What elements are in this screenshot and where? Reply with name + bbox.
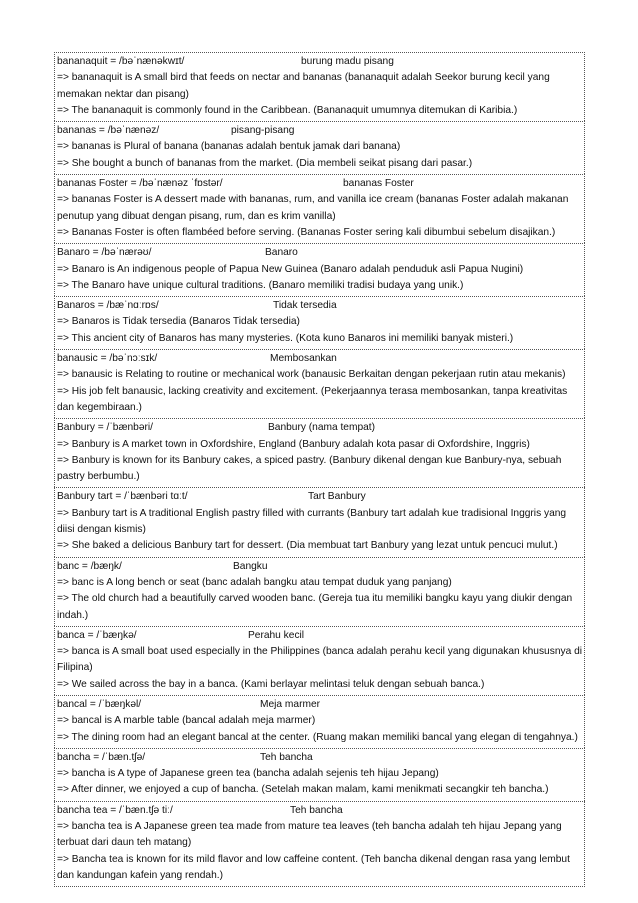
entry-translation: Membosankan <box>270 353 337 365</box>
entry-bananas <box>54 121 585 174</box>
entry-example: => After dinner, we enjoyed a cup of bancha. (Setelah makan malam, kami menikmati secangkir teh bancha.) <box>57 784 549 796</box>
entry-translation: Banaro <box>265 247 298 259</box>
entry-definition: => banausic is Relating to routine or mechanical work (banausic Berkaitan dengan pekerjaan rutin atau mekanis) <box>57 369 566 381</box>
entry-banaro <box>54 243 585 296</box>
entry-term: banc = /bæŋk/ <box>57 560 122 572</box>
entry-translation: bananas Foster <box>343 178 414 190</box>
entry-banbury <box>54 418 585 487</box>
entry-example: => She bought a bunch of bananas from the market. (Dia membeli seikat pisang dari pasar.) <box>57 157 473 169</box>
entry-term: banausic = /bəˈnɔːsɪk/ <box>57 353 158 365</box>
entry-term: bancha tea = /ˈbæn.tʃə tiː/ <box>57 804 173 816</box>
entry-term: bananaquit = /bəˈnænəkwɪt/ <box>57 56 185 67</box>
entry-definition: => bancal is A marble table (bancal adalah meja marmer) <box>57 715 316 727</box>
entry-definition: => bananaquit is A small bird that feeds on nectar and bananas (bananaquit adalah Seekor burung kecil yang memakan nektar dan pisang) <box>57 72 550 100</box>
entry-banausic <box>54 349 585 418</box>
entry-translation: Teh bancha <box>260 751 313 763</box>
entry-definition: => Banaro is An indigenous people of Papua New Guinea (Banaro adalah penduduk asli Papua Nugini) <box>57 263 524 275</box>
entry-bananaquit <box>54 52 585 121</box>
entry-example: => Bancha tea is known for its mild flavor and low caffeine content. (Teh bancha dikenal dengan rasa yang lembut dan kandungan kafein yang rendah.) <box>57 853 570 881</box>
entry-definition: => banca is A small boat used especially in the Philippines (banca adalah perahu kecil yang digunakan khususnya di Filipina) <box>57 646 583 674</box>
entry-bancha <box>54 748 585 801</box>
entry-term: bancha = /ˈbæn.tʃə/ <box>57 751 146 763</box>
entry-example: => This ancient city of Banaros has many mysteries. (Kota kuno Banaros ini memiliki banyak misteri.) <box>57 332 514 344</box>
entry-translation: burung madu pisang <box>301 56 394 67</box>
entry-example: => The bananaquit is commonly found in the Caribbean. (Bananaquit umumnya ditemukan di Karibia.) <box>57 104 518 116</box>
entry-translation: Tidak tersedia <box>273 300 337 312</box>
entry-definition: => bancha tea is A Japanese green tea made from mature tea leaves (teh bancha adalah teh hijau Jepang yang terbuat dari daun teh matang) <box>57 821 562 849</box>
entry-translation: Tart Banbury <box>308 491 366 503</box>
entry-banca <box>54 626 585 695</box>
entry-term: Banaros = /bæˈnɑːrɒs/ <box>57 300 159 312</box>
entry-banaros <box>54 296 585 349</box>
entry-term: Banbury = /ˈbænbəri/ <box>57 422 153 434</box>
entry-definition: => bananas is Plural of banana (bananas adalah bentuk jamak dari banana) <box>57 141 401 153</box>
entry-bananas-foster <box>54 174 585 243</box>
entry-definition: => Banbury is A market town in Oxfordshire, England (Banbury adalah kota pasar di Oxfordshire, Inggris) <box>57 438 530 450</box>
entry-term: Banbury tart = /ˈbænbəri tɑːt/ <box>57 491 188 503</box>
entry-example: => Banbury is known for its Banbury cakes, a spiced pastry. (Banbury dikenal dengan kue Banbury-nya, sebuah pastry berbumbu.) <box>57 454 562 483</box>
entry-translation: Meja marmer <box>260 698 321 710</box>
entry-translation: Bangku <box>233 560 268 572</box>
entry-term: bananas Foster = /bəˈnænəz ˈfɒstər/ <box>57 178 223 190</box>
entry-term: bananas = /bəˈnænəz/ <box>57 125 160 137</box>
entry-bancal <box>54 695 585 748</box>
entry-definition: => banc is A long bench or seat (banc adalah bangku atau tempat duduk yang panjang) <box>57 576 452 588</box>
entry-example: => We sailed across the bay in a banca. (Kami berlayar melintasi teluk dengan sebuah banca.) <box>57 678 485 690</box>
entry-bancha-tea <box>54 801 585 887</box>
entry-banc <box>54 557 585 626</box>
entry-term: banca = /ˈbæŋkə/ <box>57 629 137 641</box>
vocabulary-list <box>54 52 585 887</box>
entry-term: Banaro = /bəˈnærəʊ/ <box>57 247 152 259</box>
entry-definition: => bancha is A type of Japanese green tea (bancha adalah sejenis teh hijau Jepang) <box>57 768 439 780</box>
entry-example: => The Banaro have unique cultural traditions. (Banaro memiliki tradisi budaya yang unik.) <box>57 279 464 291</box>
entry-translation: Perahu kecil <box>248 629 305 641</box>
entry-term: bancal = /ˈbæŋkəl/ <box>57 698 142 710</box>
entry-example: => The dining room had an elegant bancal at the center. (Ruang makan memiliki bancal yang elegan di tengahnya.) <box>57 731 578 743</box>
entry-example: => She baked a delicious Banbury tart for dessert. (Dia membuat tart Banbury yang lezat untuk pencuci mulut.) <box>57 540 558 552</box>
entry-translation: Banbury (nama tempat) <box>268 422 376 434</box>
entry-translation: Teh bancha <box>290 804 343 816</box>
entry-example: => Bananas Foster is often flambéed before serving. (Bananas Foster sering kali dibumbui sebelum disajikan.) <box>57 226 556 238</box>
entry-translation: pisang-pisang <box>231 125 295 137</box>
entry-example: => The old church had a beautifully carved wooden banc. (Gereja tua itu memiliki bangku kayu yang diukir dengan indah.) <box>57 593 573 621</box>
entry-definition: => bananas Foster is A dessert made with bananas, rum, and vanilla ice cream (bananas Foster adalah makanan penutup yang dibuat dengan pisang, rum, dan es krim vanilla) <box>57 194 569 222</box>
entry-definition: => Banaros is Tidak tersedia (Banaros Tidak tersedia) <box>57 316 300 328</box>
entry-example: => His job felt banausic, lacking creativity and excitement. (Pekerjaannya terasa membosankan, tanpa kreativitas dan kegembiraan.) <box>57 385 568 413</box>
entry-definition: => Banbury tart is A traditional English pastry filled with currants (Banbury tart adalah kue tradisional Inggris yang diisi dengan kismis) <box>57 507 567 536</box>
entry-banbury-tart <box>54 487 585 556</box>
